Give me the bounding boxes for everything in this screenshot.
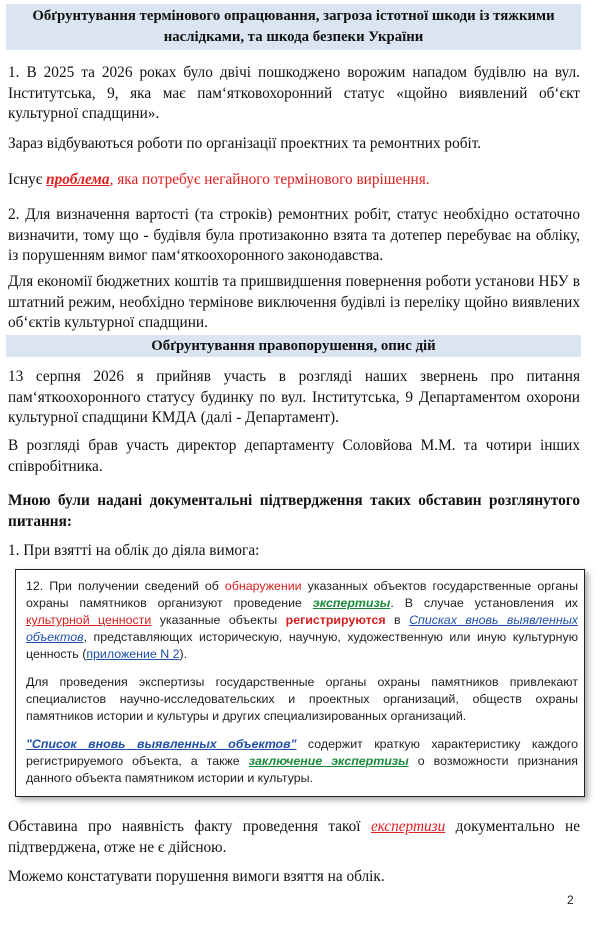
problem-suffix: , яка потребує негайного термінового вирішення. (109, 171, 430, 188)
problem-prefix: Існує (8, 171, 47, 188)
paragraph-evidence-intro: Мною були надані документальні підтвердження таких обставин розглянутого питання: (8, 492, 580, 530)
problem-highlight: проблема (46, 171, 110, 188)
page-number: 2 (567, 893, 574, 907)
paragraph-damage: 1. В 2025 та 2026 роках було двічі пошкоджено ворожим нападом будівлю на вул. Інститутська, 9, яка має пам‘ятковохоронний статус «щойно виявлений об‘єкт культурної спадщини». (8, 64, 580, 122)
paragraph-expertise-not-confirmed: Обставина про наявність факту проведення такої експертизи документально не підтверджена, отже не є дійсною. (8, 818, 580, 856)
quote-paragraph-list: "Список вновь выявленных объектов" содержит краткую характеристику каждого регистрируемого объекта, а также заключение экспертизы о возможности признания данного объекта памятником истории и культуры. (26, 737, 579, 785)
paragraph-current-works: Зараз відбуваються роботи по організації проектних та ремонтних робіт. (8, 135, 482, 152)
paragraph-problem (8, 170, 580, 191)
section-header-violation: Обґрунтування правопорушення, опис дій (6, 335, 581, 357)
quote-paragraph-expertise: Для проведения экспертизы государственные органы охраны памятников привлекают специалистов научно-исследовательских и проектных организаций, обществ охраны памятников истории и культуры и других специализированных организаций. (26, 675, 578, 723)
quote-paragraph-12: 12. При получении сведений об обнаружении указанных объектов государственные органы охраны памятников организуют проведение экспертизы. В случае установления их культурной ценности указанные объекты регистрируются в Списках вновь выявленных объектов, представляющих историческую, научную, художественную или иную культурную ценность (приложение N 2). (26, 579, 579, 661)
paragraph-requirement: 1. При взятті на облік до діяла вимога: (8, 542, 260, 559)
paragraph-participants: В розгляді брав участь директор департаменту Соловйова М.М. та чотири інших співробітника. (8, 437, 580, 475)
paragraph-meeting: 13 серпня 2026 я прийняв участь в розгляді наших звернень про питання пам‘яткоохоронного статусу будинку по вул. Інститутська, 9 Департаментом охорони культурної спадщини КМДА (далі - Департамент). (8, 368, 580, 426)
quoted-regulation-excerpt (15, 569, 585, 797)
paragraph-conclusion: Можемо констатувати порушення вимоги взяття на облік. (8, 868, 385, 885)
section-header-urgency: Обґрунтування термінового опрацювання, загроза істотної шкоди із тяжкими наслідками, та шкода безпеки України (6, 4, 581, 50)
paragraph-economy: Для економії бюджетних коштів та пришвидшення повернення роботи установи НБУ в штатний режим, необхідно термінове виключення будівлі із переліку щойно виявлених об‘єктів культурної спадщини. (8, 273, 580, 331)
paragraph-status-definition: 2. Для визначення вартості (та строків) ремонтних робіт, статус необхідно остаточно визначити, тому що - будівля була протизаконно взята та дотепер перебуває на обліку, із порушенням вимог пам‘яткоохоронного законодавства. (8, 206, 580, 264)
